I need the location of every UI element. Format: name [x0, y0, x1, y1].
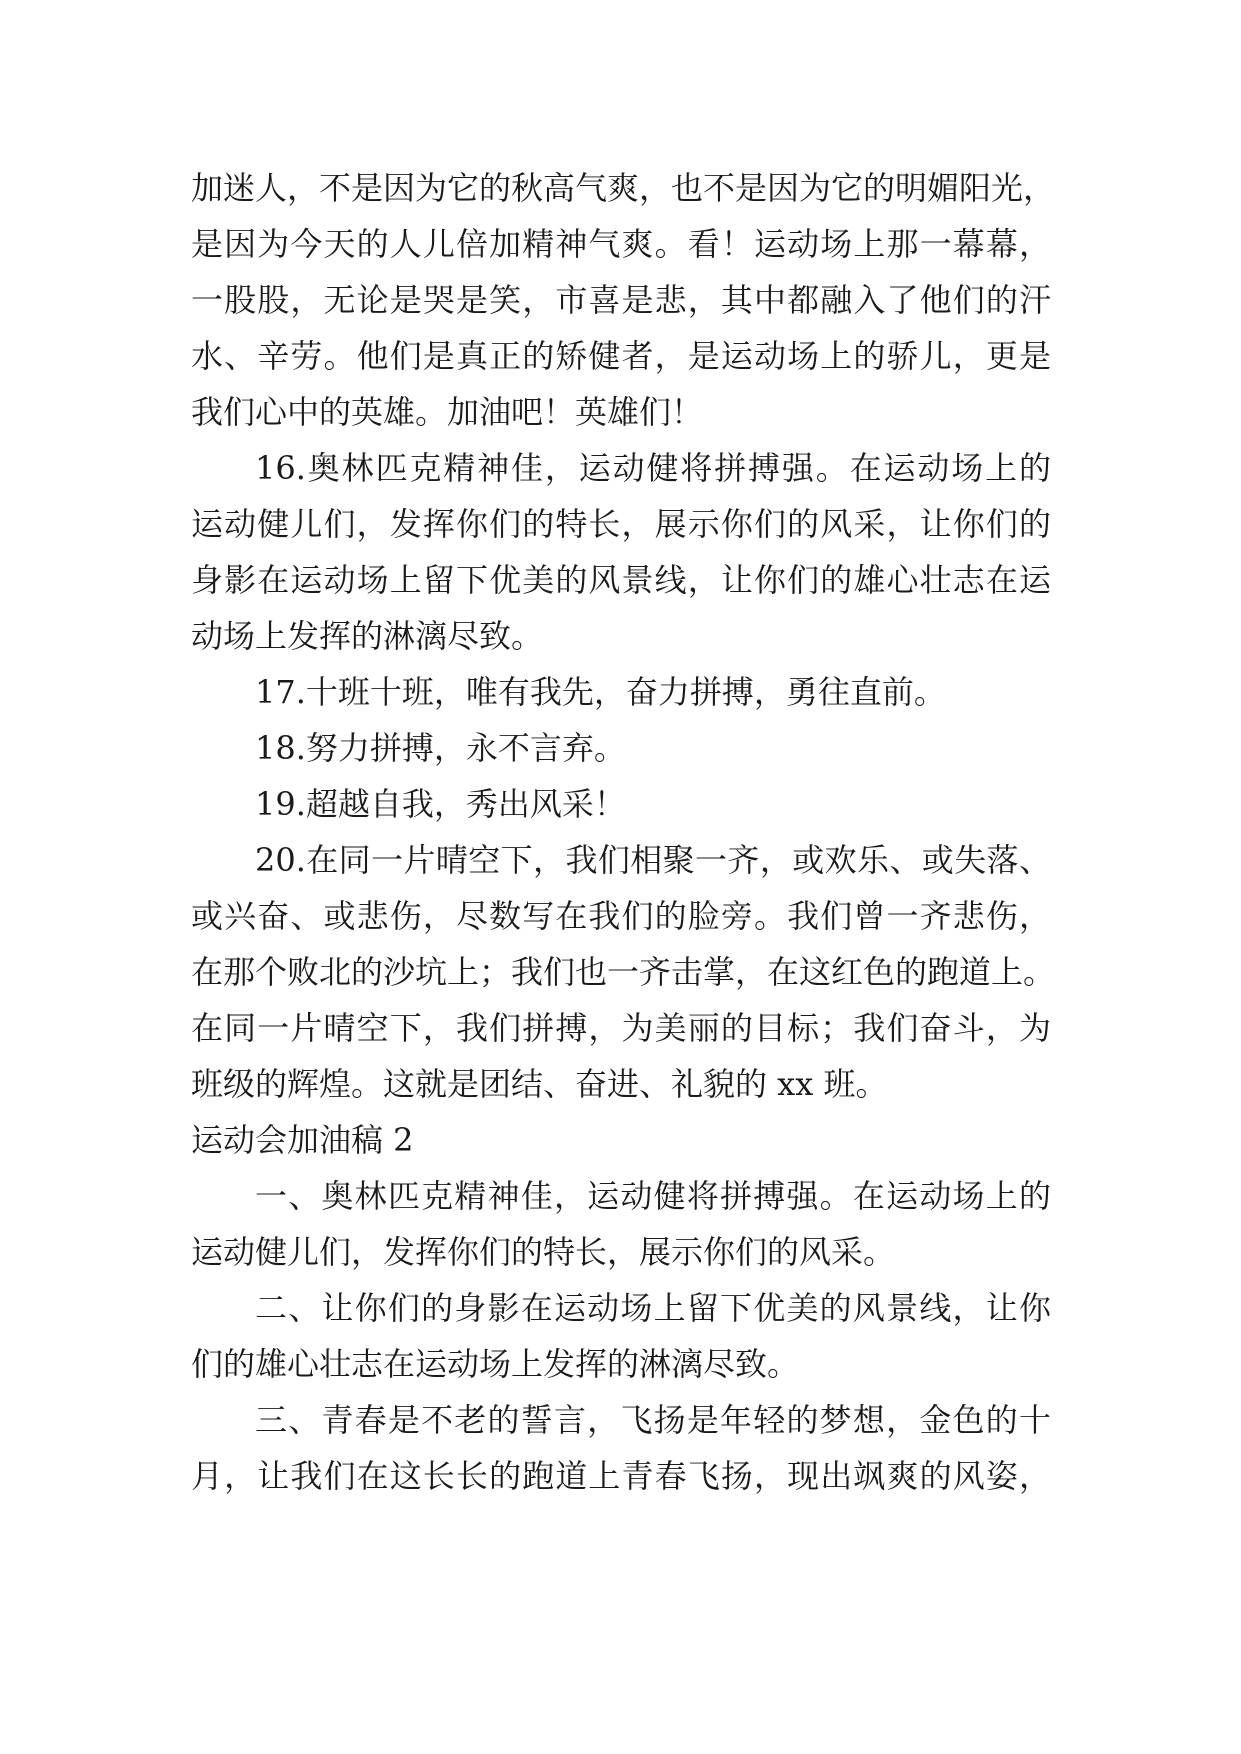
list-item-one: 一、奥林匹克精神佳，运动健将拼搏强。在运动场上的 [255, 1177, 1051, 1215]
text-line: 身影在运动场上留下优美的风景线，让你们的雄心壮志在运 [191, 561, 1051, 599]
list-item-19: 19.超越自我，秀出风采！ [255, 785, 626, 823]
text-line: 是因为今天的人儿倍加精神气爽。看！运动场上那一幕幕， [191, 225, 1051, 263]
text-line: 加迷人，不是因为它的秋高气爽，也不是因为它的明媚阳光， [191, 169, 1056, 207]
text-line: 运动健儿们，发挥你们的特长，展示你们的风采。 [191, 1233, 896, 1271]
text-line: 动场上发挥的淋漓尽致。 [191, 617, 544, 655]
list-item-16: 16.奥林匹克精神佳，运动健将拼搏强。在运动场上的 [255, 449, 1051, 487]
text-line: 班级的辉煌。这就是团结、奋进、礼貌的 xx 班。 [191, 1065, 888, 1103]
text-line: 我们心中的英雄。加油吧！英雄们！ [191, 393, 704, 431]
text-line: 运动健儿们，发挥你们的特长，展示你们的风采，让你们的 [191, 505, 1051, 543]
text-line: 月，让我们在这长长的跑道上青春飞扬，现出飒爽的风姿， [191, 1457, 1051, 1495]
text-line: 一股股，无论是哭是笑，市喜是悲，其中都融入了他们的汗 [191, 281, 1051, 319]
list-item-18: 18.努力拼搏，永不言弃。 [255, 729, 626, 767]
text-line: 在那个败北的沙坑上；我们也一齐击掌，在这红色的跑道上。 [191, 953, 1056, 991]
text-line: 或兴奋、或悲伤，尽数写在我们的脸旁。我们曾一齐悲伤， [191, 897, 1051, 935]
text-line: 们的雄心壮志在运动场上发挥的淋漓尽致。 [191, 1345, 800, 1383]
list-item-20: 20.在同一片晴空下，我们相聚一齐，或欢乐、或失落、 [255, 841, 1051, 879]
text-line: 在同一片晴空下，我们拼搏，为美丽的目标；我们奋斗，为 [191, 1009, 1051, 1047]
list-item-three: 三、青春是不老的誓言，飞扬是年轻的梦想，金色的十 [255, 1401, 1051, 1439]
list-item-17: 17.十班十班，唯有我先，奋力拼搏，勇往直前。 [255, 673, 946, 711]
text-line: 水、辛劳。他们是真正的矫健者，是运动场上的骄儿，更是 [191, 337, 1051, 375]
list-item-two: 二、让你们的身影在运动场上留下优美的风景线，让你 [255, 1289, 1051, 1327]
section-heading: 运动会加油稿 2 [191, 1121, 414, 1159]
